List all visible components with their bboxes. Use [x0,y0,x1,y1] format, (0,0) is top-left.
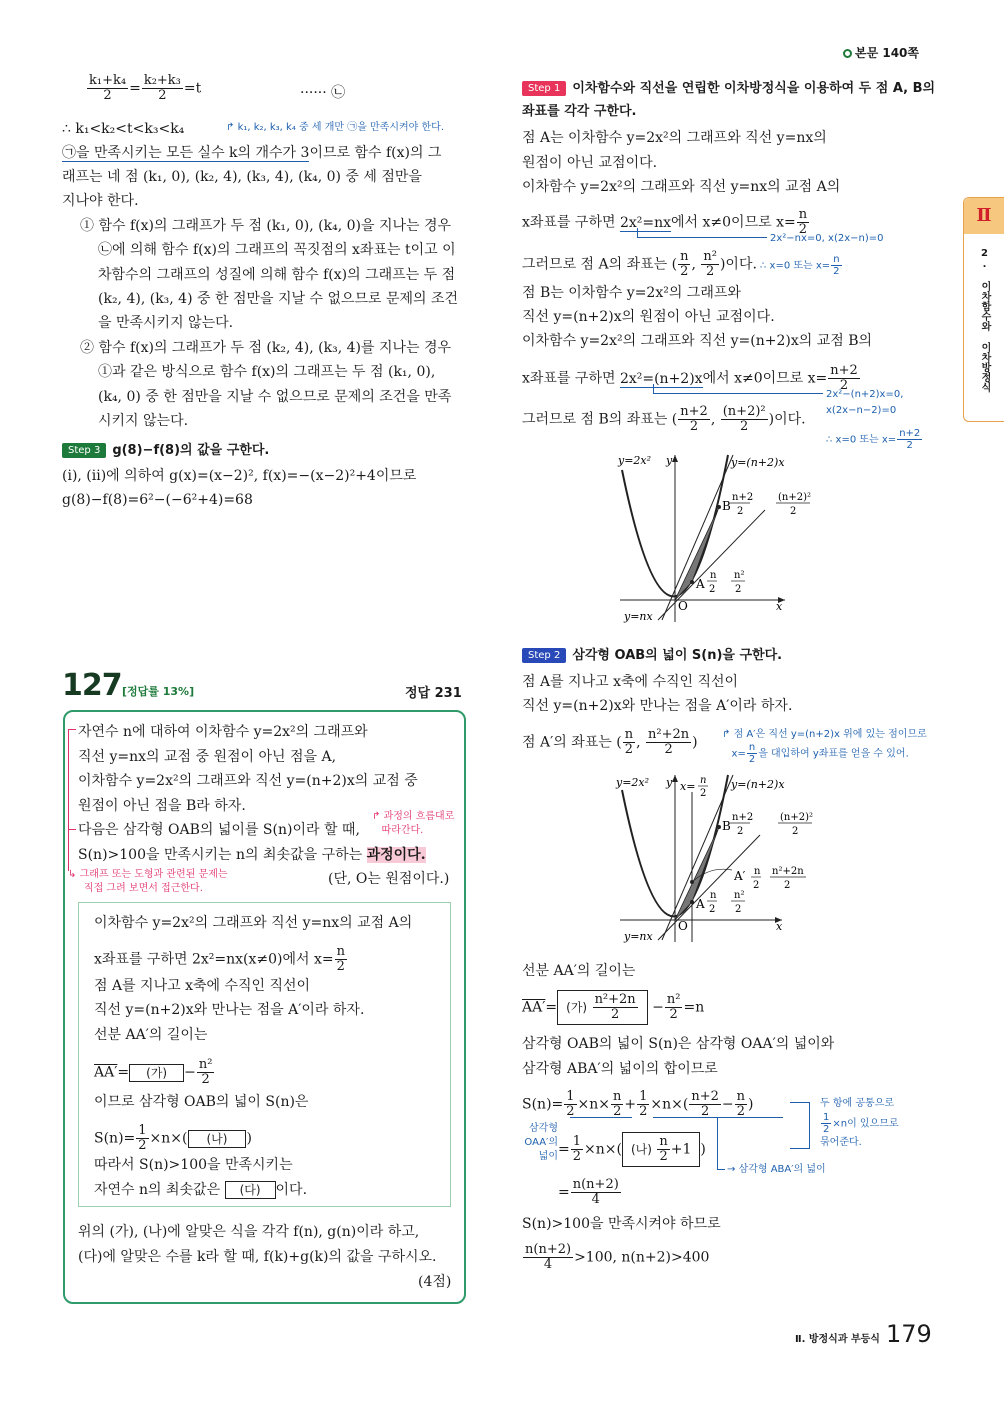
svg-text:x=: x= [680,780,696,793]
svg-text:y=nx: y=nx [624,610,653,623]
inner-line: 점 A를 지나고 x축에 수직인 직선이 [94,978,311,994]
inner-line-s: S(n)= $\frac{1}{2}$ ×n×( (나) ) [94,1123,252,1153]
s-eq-1: S(n)= $\frac{1}{2}$ ×n× $\frac{n}{2}$ + $\frac{1}{2}$ ×n×( $\frac{n+2}{2}$ − $\frac{n}{2}$ ) [522,1089,754,1119]
svg-text:2: 2 [709,584,716,595]
inner-line-min: 자연수 n의 최솟값은 (다) 이다. [94,1182,308,1198]
page-number: 179 [886,1320,932,1348]
xb-note: 2x²−(n+2)x=0, [826,389,904,400]
svg-text:O: O [678,599,688,613]
svg-text:2: 2 [737,506,744,517]
chapter-side-tab [963,197,1004,422]
highlight-process: 과정이다. [366,847,426,863]
svg-text:n: n [710,890,717,901]
svg-text:y: y [666,776,673,789]
svg-text:x: x [776,920,783,933]
step3-badge: Step 3 [62,443,106,458]
final-ineq: $\frac{n(n+2)}{4}$ >100, n(n+2)>400 [525,1242,710,1272]
svg-text:x: x [776,600,783,613]
svg-text:y=2x²: y=2x² [616,776,650,789]
note-flow: ↱ 과정의 흐름대로 따라간다. [372,811,455,836]
blank-da: (다) [225,1181,276,1199]
inner-line: 이므로 삼각형 OAB의 넓이 S(n)은 [94,1094,309,1110]
inner-line-aa: AA′= (가) − $\frac{\text{n²}}{2}$ [94,1057,213,1087]
statement-line: 이차함수 y=2x²의 그래프와 직선 y=(n+2)x의 교점 중 [78,773,418,789]
svg-text:n: n [754,866,761,877]
xb-note-3: ∴ x=0 또는 x= $\frac{n+2}{2}$ [826,428,921,451]
note-common: 두 항에 공통으로 $\frac{1}{2}$ ×n이 있으므로 묶어준다. [820,1098,899,1148]
aba-connector [717,1118,725,1170]
inequality: ∴ k₁<k₂<t<k₃<k₄ [62,121,185,137]
svg-text:(n+2)²: (n+2)² [778,492,811,503]
svg-text:A′: A′ [734,869,746,883]
paragraph-1-line-3: 지나야 한다. [62,193,139,209]
case-1-line: 을 만족시키지 않는다. [98,315,234,331]
segment-title: 선분 AA′의 길이는 [522,963,636,979]
question-line: 위의 (가), (나)에 알맞은 식을 각각 f(n), g(n)이라 하고, [78,1224,420,1240]
paragraph-1-line-2: 래프는 네 점 (k₁, 0), (k₂, 4), (k₃, 4), (k₄, 0) 중 세 점만을 [62,169,422,185]
answer-na-box: (나) $\frac{n}{2}$ +1 [622,1132,700,1167]
inner-line: 직선 y=(n+2)x와 만나는 점을 A′이라 하자. [94,1002,365,1018]
segment-eq: AA′= (가) $\frac{\text{n²+2n}}{2}$ − $\frac{\text{n²}}{2}$ =n [522,990,704,1025]
xb-note-2: x(2x−n−2)=0 [826,405,897,416]
svg-text:2: 2 [735,584,742,595]
step1-line-b: 직선 y=(n+2)x의 원점이 아닌 교점이다. [522,309,775,325]
inner-line: 따라서 S(n)>100을 만족시키는 [94,1157,293,1173]
xa-arrow-line [637,228,767,238]
footer-chapter: Ⅱ. 방정식과 부등식 [795,1334,880,1345]
graph-2 [600,770,840,950]
area-line: 삼각형 OAB의 넓이 S(n)은 삼각형 OAA′의 넓이와 [522,1036,835,1052]
svg-text:2: 2 [790,506,797,517]
svg-text:(n+2)²: (n+2)² [780,812,813,823]
statement-line: 다음은 삼각형 OAB의 넓이를 S(n)이라 할 때, [78,822,360,838]
circle-icon [843,49,852,58]
svg-text:y: y [666,454,673,467]
equation-k-average: $\frac{\text{k₁+k₄}}{2}$ = $\frac{\text{k₂+k₃}}{2}$ =t [89,73,202,103]
step1-heading: Step 1 이차함수와 직선을 연립한 이차방정식을 이용하여 두 점 A, B의 [522,78,935,99]
statement-line: 직선 y=nx의 교점 중 원점이 아닌 점을 A, [78,749,337,765]
svg-text:2: 2 [735,904,742,915]
step1-line: 이차함수 y=2x²의 그래프와 직선 y=nx의 교점 A의 [522,179,841,195]
step1-badge: Step 1 [522,81,566,96]
step2-line: 직선 y=(n+2)x와 만나는 점을 A′이라 하자. [522,698,793,714]
step1-xb: x좌표를 구하면 2x²=(n+2)x에서 x≠0이므로 x= $\frac{n+2}{2}$ [522,363,858,393]
Ap-note: ↱ 점 A′은 직선 y=(n+2)x 위에 있는 점이므로 x= $\frac{n}{2}$ 을 대입하여 y좌표를 얻을 수 있어. [722,729,927,765]
page-reference: 본문 140쪽 [843,44,919,61]
step1-xa: x좌표를 구하면 2x²=nx에서 x≠0이므로 x= $\frac{n}{2}$ [522,207,808,237]
inner-line: 선분 AA′의 길이는 [94,1027,208,1043]
svg-text:O: O [678,919,688,933]
xb-arrow-line [653,384,823,394]
step1-heading-2: 좌표를 각각 구한다. [522,104,637,119]
flow-bracket-mid [68,829,76,830]
svg-text:B: B [722,499,731,513]
answer-label: 정답 231 [405,686,462,701]
flow-bracket [68,729,76,871]
chapter-numeral: Ⅱ [964,198,1004,234]
step2-line: 점 A를 지나고 x축에 수직인 직선이 [522,674,739,690]
svg-text:2: 2 [737,826,744,837]
step1-line: 점 A는 이차함수 y=2x²의 그래프와 직선 y=nx의 [522,130,827,146]
points-label: (4점) [418,1274,452,1290]
equation-ref-label: ······ ㉡ [300,85,346,101]
step3-line: (i), (ii)에 의하여 g(x)=(x−2)², f(x)=−(x−2)²+4이므로 [62,468,417,484]
svg-text:B: B [722,819,731,833]
step2-badge: Step 2 [522,648,566,663]
svg-text:n²: n² [734,890,745,901]
s-eq-2: = $\frac{1}{2}$ ×n×( (나) $\frac{n}{2}$ +1 ) [558,1132,706,1167]
step1-B-coord: 그러므로 점 B의 좌표는 ( $\frac{n+2}{2}$ , $\frac{\text{(n+2)²}}{2}$ )이다. [522,404,806,434]
case-1-line: 차함수의 그래프의 성질에 의해 함수 f(x)의 그래프는 두 점 [98,267,456,283]
statement-line: S(n)>100을 만족시키는 n의 최솟값을 구하는 과정이다. [78,847,426,863]
svg-text:A: A [696,577,705,591]
step2-Ap-coord: 점 A′의 좌표는 ( $\frac{n}{2}$ , $\frac{\text{n²+2n}}{2}$ ) [522,727,698,757]
xa-note: 2x²−nx=0, x(2x−n)=0 [770,233,884,244]
svg-text:n+2: n+2 [732,492,754,503]
svg-text:n²: n² [734,570,745,581]
case-2-line: (k₄, 0) 중 한 점만을 지날 수 없으므로 문제의 조건을 만족 [98,389,452,405]
svg-text:y=nx: y=nx [624,930,653,943]
svg-text:2: 2 [753,880,760,891]
note-aba: → 삼각형 ABA′의 넓이 [727,1164,826,1175]
statement-line: 자연수 n에 대하여 이차함수 y=2x²의 그래프와 [78,724,368,740]
svg-text:2: 2 [792,826,799,837]
step1-line-b: 이차함수 y=2x²의 그래프와 직선 y=(n+2)x의 교점 B의 [522,333,873,349]
svg-text:2: 2 [700,788,707,799]
step1-line-b: 점 B는 이차함수 y=2x²의 그래프와 [522,285,741,301]
step3-heading: Step 3 g(8)−f(8)의 값을 구한다. [62,440,269,461]
problem-number: 127 [62,668,122,703]
s-eq-3: = $\frac{n(n+2)}{4}$ [558,1177,619,1207]
graph-1 [600,450,840,630]
svg-text:n+2: n+2 [732,812,754,823]
blank-na: (나) [188,1130,247,1148]
svg-text:A: A [696,897,705,911]
step3-line: g(8)−f(8)=6²−(−6²+4)=68 [62,492,253,508]
accuracy-rate: [정답률 13%] [122,685,195,698]
case-1-line: ① 함수 f(x)의 그래프가 두 점 (k₁, 0), (k₄, 0)을 지나는 경우 [80,218,452,234]
case-2-line: ② 함수 f(x)의 그래프가 두 점 (k₂, 4), (k₃, 4)를 지나는 경우 [80,340,452,356]
step1-line: 원점이 아닌 교점이다. [522,155,658,171]
blank-ga: (가) [129,1064,184,1082]
case-1-line: ㉡에 의해 함수 f(x)의 그래프의 꼭짓점의 x좌표는 t이고 이 [98,242,456,258]
final-line: S(n)>100을 만족시켜야 하므로 [522,1216,721,1232]
inequality-note: ↱ k₁, k₂, k₃, k₄ 중 세 개만 ㉠을 만족시켜야 한다. [226,122,445,133]
note-draw: ↳ 그래프 또는 도형과 관련된 문제는 직접 그려 보면서 접근한다. [68,869,228,894]
svg-text:2: 2 [784,880,791,891]
inner-line: 이차함수 y=2x²의 그래프와 직선 y=nx의 교점 A의 [94,915,413,931]
answer-ga-box: (가) $\frac{\text{n²+2n}}{2}$ [557,990,648,1025]
question-line: (다)에 알맞은 수를 k라 할 때, f(k)+g(k)의 값을 구하시오. [78,1249,437,1265]
step1-A-coord: 그러므로 점 A의 좌표는 ( $\frac{n}{2}$ , $\frac{\text{n²}}{2}$ )이다. [522,249,757,279]
inner-line: x좌표를 구하면 2x²=nx(x≠0)에서 x= $\frac{n}{2}$ [94,944,345,974]
svg-text:n: n [700,775,707,786]
note-oaa: 삼각형 OAA′의 넓이 [524,1123,558,1162]
statement-line: 원점이 아닌 점을 B라 하자. [78,798,246,814]
svg-text:y=2x²: y=2x² [618,454,652,467]
section-label: 2. 이차함수와 이차방정식 [979,248,990,392]
area-line: 삼각형 ABA′의 넓이의 합이므로 [522,1061,718,1077]
svg-text:2: 2 [709,904,716,915]
underline-term1 [570,1117,632,1118]
case-2-line: 시키지 않는다. [98,413,189,429]
svg-text:y=(n+2)x: y=(n+2)x [731,778,785,791]
A-note: ∴ x=0 또는 x= $\frac{n}{2}$ [760,254,840,277]
condition-text: (단, O는 원점이다.) [328,871,450,887]
svg-text:n²+2n: n²+2n [772,866,804,877]
bracket-common [790,1102,810,1149]
step2-heading: Step 2 삼각형 OAB의 넓이 S(n)을 구한다. [522,645,782,666]
paragraph-1: ㉠을 만족시키는 모든 실수 k의 개수가 3이므로 함수 f(x)의 그 [62,145,442,161]
svg-text:y=(n+2)x: y=(n+2)x [731,456,785,469]
case-2-line: ①과 같은 방식으로 함수 f(x)의 그래프는 두 점 (k₁, 0), [98,364,436,380]
case-1-line: (k₂, 4), (k₃, 4) 중 한 점만을 지날 수 없으므로 문제의 조건 [98,291,459,307]
svg-text:n: n [710,570,717,581]
